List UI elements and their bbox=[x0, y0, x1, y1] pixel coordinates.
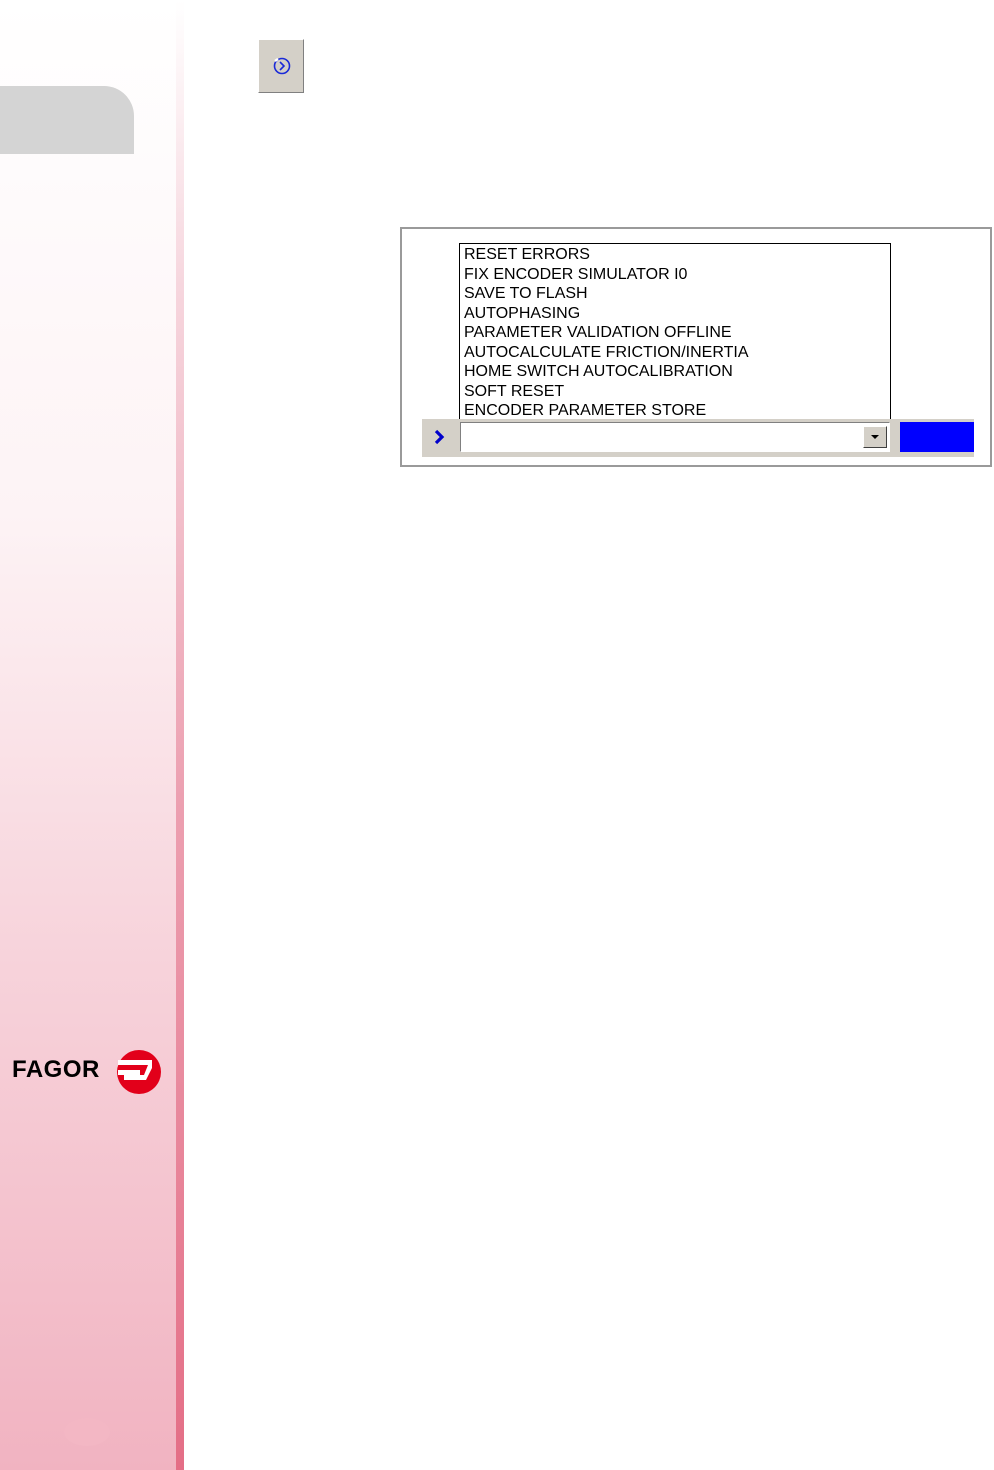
command-button[interactable] bbox=[258, 39, 304, 93]
chapter-tab bbox=[0, 86, 134, 154]
command-dropdown-list[interactable] bbox=[459, 243, 891, 421]
dropdown-arrow-icon[interactable] bbox=[863, 426, 887, 448]
command-bar bbox=[422, 419, 974, 457]
page-number-oval bbox=[64, 1418, 110, 1446]
dropdown-item-parameter-validation-offline[interactable]: PARAMETER VALIDATION OFFLINE bbox=[464, 324, 732, 341]
dropdown-item-soft-reset[interactable]: SOFT RESET bbox=[464, 382, 565, 400]
command-icon bbox=[272, 56, 292, 76]
sidebar-vertical-rule bbox=[176, 0, 184, 1470]
prompt-cell bbox=[427, 423, 455, 451]
execute-block[interactable] bbox=[900, 422, 974, 452]
dropdown-item-fix-encoder-simulator[interactable]: FIX ENCODER SIMULATOR I0 bbox=[464, 265, 688, 283]
dropdown-item-reset-errors[interactable]: RESET ERRORS bbox=[464, 246, 590, 263]
command-input[interactable] bbox=[463, 425, 859, 449]
fagor-logo bbox=[12, 1046, 162, 1098]
command-screenshot bbox=[400, 227, 992, 467]
logo-text: FAGOR bbox=[12, 1056, 100, 1083]
sidebar-gradient-band bbox=[0, 0, 176, 1470]
command-combobox[interactable] bbox=[460, 422, 890, 452]
fagor-logo-icon bbox=[116, 1046, 162, 1098]
chevron-right-icon bbox=[427, 423, 455, 451]
dropdown-item-save-to-flash[interactable]: SAVE TO FLASH bbox=[464, 285, 588, 302]
dropdown-item-home-switch-autocalibration[interactable]: HOME SWITCH AUTOCALIBRATION bbox=[464, 363, 733, 380]
dropdown-item-encoder-parameter-store[interactable]: ENCODER PARAMETER STORE bbox=[464, 402, 707, 419]
dropdown-item-autocalculate-friction-inertia[interactable]: AUTOCALCULATE FRICTION/INERTIA bbox=[464, 343, 749, 361]
dropdown-item-autophasing[interactable]: AUTOPHASING bbox=[464, 304, 581, 322]
